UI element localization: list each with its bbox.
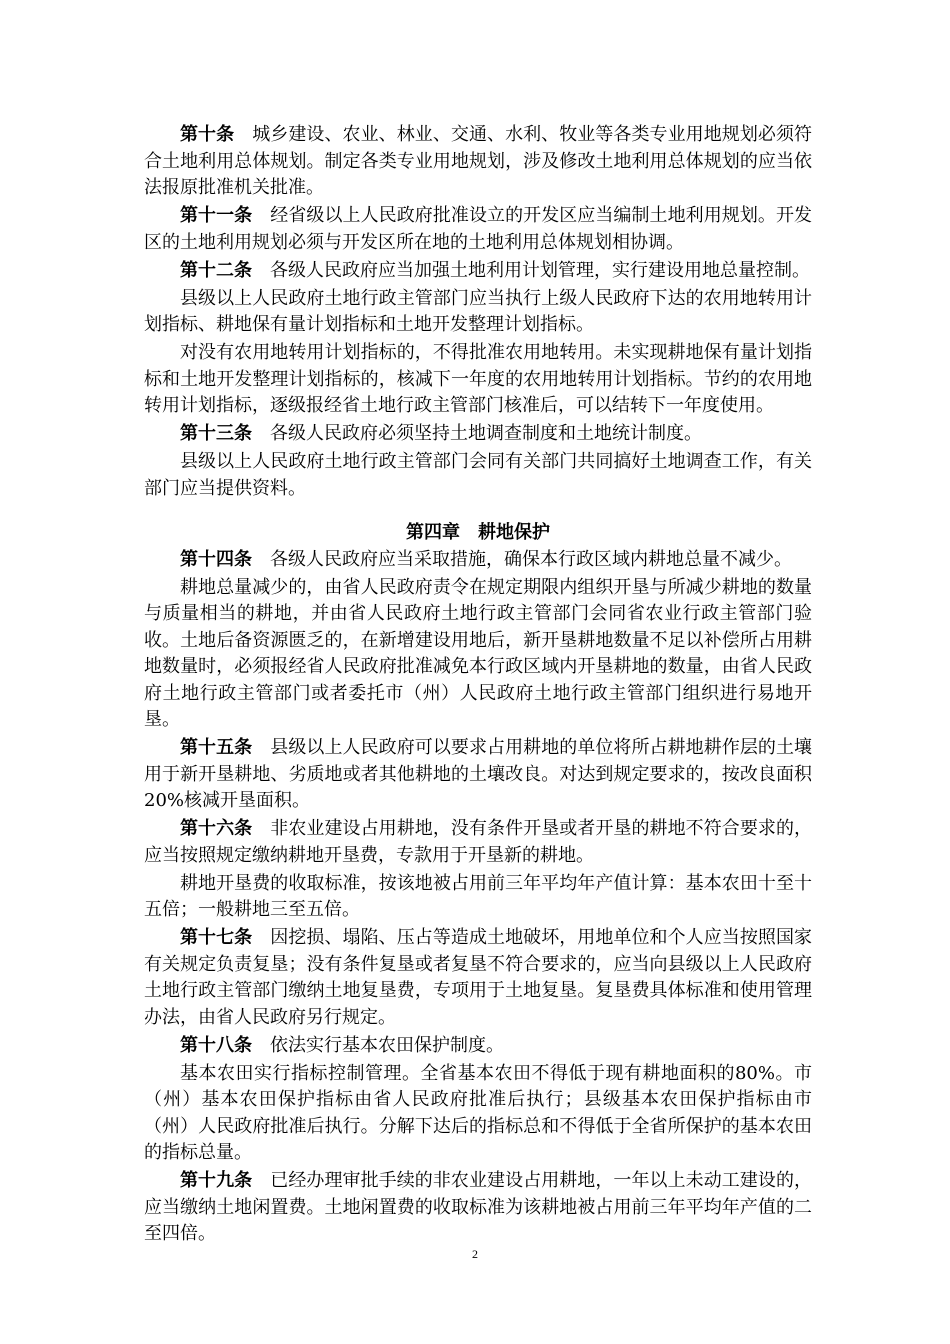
clause-paragraph	[144, 871, 812, 924]
article-number: 第十一条	[180, 205, 253, 226]
clause-paragraph	[144, 286, 812, 339]
article-paragraph	[144, 1033, 812, 1060]
article-number: 第十九条	[180, 1170, 253, 1191]
paragraph-text: 各级人民政府应当采取措施，确保本行政区域内耕地总量不减少。	[270, 548, 792, 570]
document-body	[144, 122, 812, 1249]
article-paragraph	[144, 816, 812, 869]
article-number: 第十五条	[180, 737, 253, 758]
paragraph-text: 对没有农用地转用计划指标的，不得批准农用地转用。未实现耕地保有量计划指标和土地开发整理计划指标的，核减下一年度的农用地转用计划指标。节约的农用地转用计划指标，逐级报经省土地行政主管部门核准后，可以结转下一年度使用。	[144, 342, 812, 416]
article-paragraph	[144, 735, 812, 815]
article-number: 第十二条	[180, 259, 252, 281]
clause-paragraph	[144, 449, 812, 502]
article-paragraph	[144, 925, 812, 1031]
clause-paragraph	[144, 1061, 812, 1167]
clause-paragraph	[144, 340, 812, 420]
article-number: 第十三条	[180, 423, 252, 444]
paragraph-text: 因挖损、塌陷、压占等造成土地破坏，用地单位和个人应当按照国家有关规定负责复垦；没有条件复垦或者复垦不符合要求的，应当向县级以上人民政府土地行政主管部门缴纳土地复垦费，专项用于土地复垦。复垦费具体标准和使用管理办法，由省人民政府另行规定。	[144, 927, 813, 1028]
paragraph-text: 县级以上人民政府可以要求占用耕地的单位将所占耕地耕作层的土壤用于新开垦耕地、劣质地或者其他耕地的土壤改良。对达到规定要求的，按改良面积20%核减开垦面积。	[144, 737, 813, 811]
article-paragraph	[144, 421, 812, 448]
article-paragraph	[144, 1168, 812, 1248]
article-paragraph	[144, 203, 812, 256]
articles-chapter-3	[144, 122, 812, 502]
article-paragraph	[144, 258, 812, 285]
chapter-title: 耕地保护	[478, 522, 550, 543]
paragraph-text: 耕地开垦费的收取标准，按该地被占用前三年平均年产值计算：基本农田十至十五倍；一般耕地三至五倍。	[144, 872, 812, 920]
paragraph-text: 非农业建设占用耕地，没有条件开垦或者开垦的耕地不符合要求的，应当按照规定缴纳耕地开垦费，专款用于开垦新的耕地。	[144, 818, 813, 866]
paragraph-text: 县级以上人民政府土地行政主管部门会同有关部门共同搞好土地调查工作，有关部门应当提供资料。	[144, 451, 812, 499]
chapter-heading	[144, 520, 812, 547]
page-number: 2	[472, 1247, 478, 1261]
paragraph-text: 县级以上人民政府土地行政主管部门应当执行上级人民政府下达的农用地转用计划指标、耕地保有量计划指标和土地开发整理计划指标。	[144, 287, 812, 335]
article-paragraph	[144, 547, 812, 574]
article-number: 第十八条	[180, 1034, 252, 1056]
paragraph-text: 各级人民政府必须坚持土地调查制度和土地统计制度。	[270, 423, 702, 444]
article-number: 第十四条	[180, 548, 252, 570]
paragraph-text: 基本农田实行指标控制管理。全省基本农田不得低于现有耕地面积的80%。市（州）基本农田保护指标由省人民政府批准后执行；县级基本农田保护指标由市（州）人民政府批准后执行。分解下达后的指标总和不得低于全省所保护的基本农田的指标总量。	[144, 1062, 812, 1163]
article-number: 第十六条	[180, 818, 253, 839]
article-number: 第十七条	[180, 927, 253, 948]
paragraph-text: 耕地总量减少的，由省人民政府责令在规定期限内组织开垦与所减少耕地的数量与质量相当的耕地，并由省人民政府土地行政主管部门会同省农业行政主管部门验收。土地后备资源匮乏的，在新增建设用地后，新开垦耕地数量不足以补偿所占用耕地数量时，必须报经省人民政府批准减免本行政区域内开垦耕地的数量，由省人民政府土地行政主管部门或者委托市（州）人民政府土地行政主管部门组织进行易地开垦。	[144, 576, 812, 730]
paragraph-text: 依法实行基本农田保护制度。	[270, 1034, 504, 1056]
articles-chapter-4	[144, 547, 812, 1248]
paragraph-text: 经省级以上人民政府批准设立的开发区应当编制土地利用规划。开发区的土地利用规划必须与开发区所在地的土地利用总体规划相协调。	[144, 205, 813, 253]
article-number: 第十条	[180, 124, 235, 145]
article-paragraph	[144, 122, 812, 202]
paragraph-text: 已经办理审批手续的非农业建设占用耕地，一年以上未动工建设的，应当缴纳土地闲置费。土地闲置费的收取标准为该耕地被占用前三年平均年产值的二至四倍。	[144, 1170, 813, 1244]
chapter-number: 第四章	[406, 522, 460, 543]
clause-paragraph	[144, 575, 812, 734]
paragraph-text: 各级人民政府应当加强土地利用计划管理，实行建设用地总量控制。	[270, 259, 810, 281]
paragraph-text: 城乡建设、农业、林业、交通、水利、牧业等各类专业用地规划必须符合土地利用总体规划。制定各类专业用地规划，涉及修改土地利用总体规划的应当依法报原批准机关批准。	[144, 124, 813, 198]
